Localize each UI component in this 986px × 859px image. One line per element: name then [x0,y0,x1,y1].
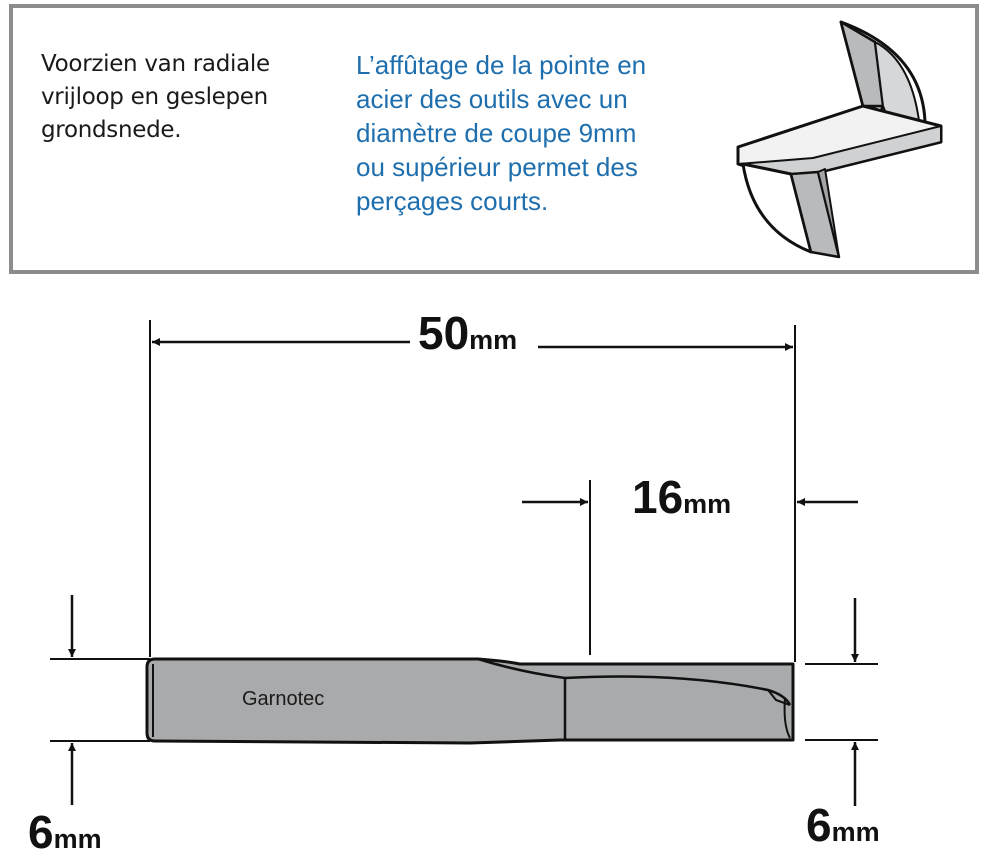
overall-length-value: 50 [418,307,470,359]
shank-diameter-unit: mm [53,824,102,854]
label-cutting-diameter [806,798,880,852]
label-shank-diameter [28,805,102,859]
description-french: L’affûtage de la pointe en acier des outils avec un diamètre de coupe 9mm ou supérieur permet des perçages courts. [356,50,647,216]
bit-brand-label: Garnotec [242,688,325,710]
cutting-diameter-unit: mm [831,817,880,847]
cutting-diameter-value: 6 [806,799,832,851]
dim-line-shank-diameter [50,595,150,805]
label-overall-length [418,306,517,360]
shank-diameter-value: 6 [28,806,54,858]
cutting-length-unit: mm [683,489,732,519]
description-dutch: Voorzien van radiale vrijloop en geslepen grondsnede. [41,51,270,143]
dim-line-cutting-diameter [805,598,878,806]
overall-length-unit: mm [469,325,518,355]
label-cutting-length [632,470,731,524]
cutting-length-value: 16 [632,471,684,523]
